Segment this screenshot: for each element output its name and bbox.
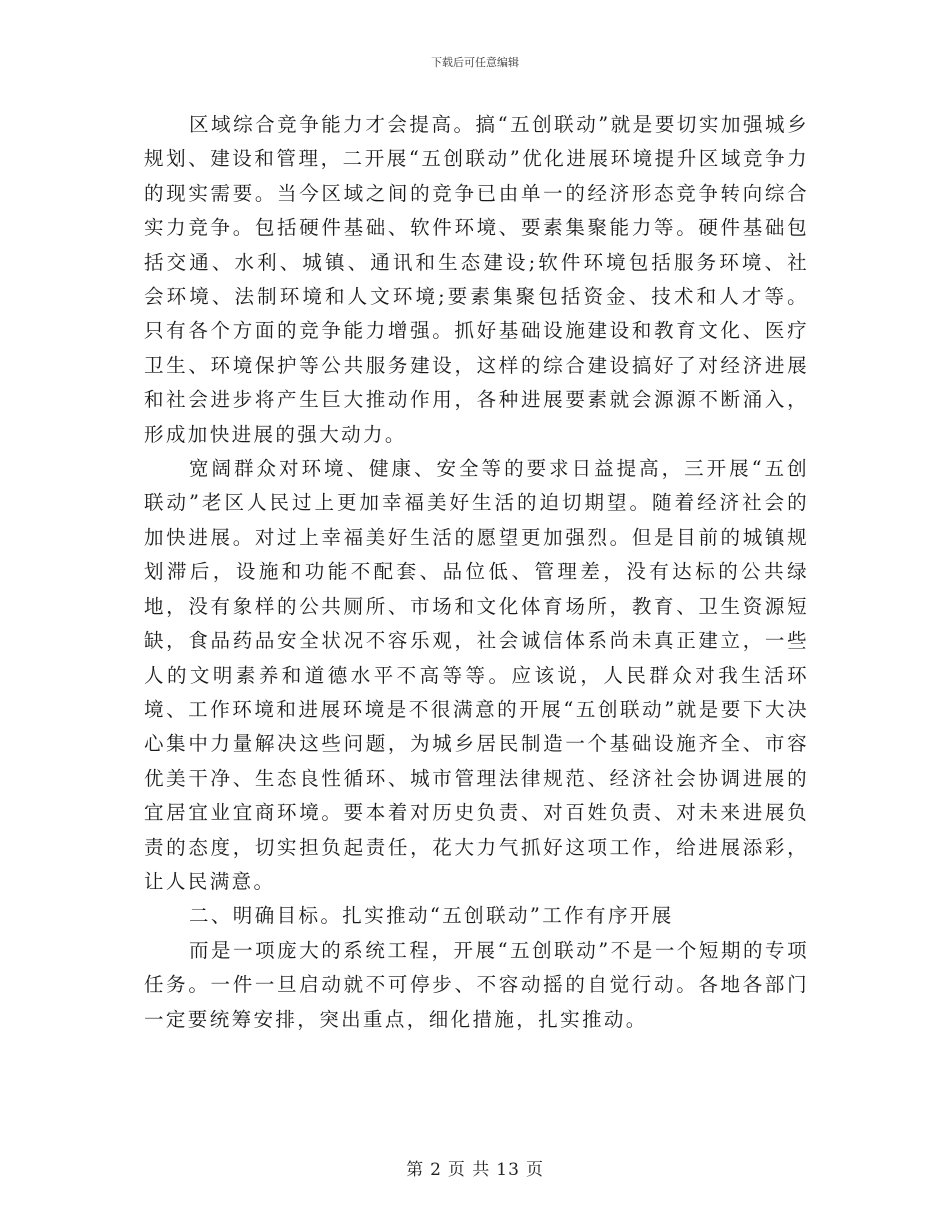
page-suffix: 页 [525, 1160, 544, 1180]
page-number-footer [0, 1155, 950, 1180]
paragraph-living-environment: 宽阔群众对环境、健康、安全等的要求日益提高，三开展“五创联动”老区人民过上更加幸福美好生活的迫切期望。随着经济社会的加快进展。对过上幸福美好生活的愿望更加强烈。但是目前的城镇规划滞后，设施和功能不配套、品位低、管理差，没有达标的公共绿地，没有象样的公共厕所、市场和文化体育场所，教育、卫生资源短缺，食品药品安全状况不容乐观，社会诚信体系尚未真正建立，一些人的文明素养和道德水平不高等等。应该说，人民群众对我生活环境、工作环境和进展环境是不很满意的开展“五创联动”就是要下大决心集中力量解决这些问题，为城乡居民制造一个基础设施齐全、市容优美干净、生态良性循环、城市管理法律规范、经济社会协调进展的宜居宜业宜商环境。要本着对历史负责、对百姓负责、对未来进展负责的态度，切实担负起责任，花大力气抓好这项工作，给进展添彩，让人民满意。 [144, 457, 809, 893]
paragraph-competitiveness: 区域综合竞争能力才会提高。搞“五创联动”就是要切实加强城乡规划、建设和管理，二开展“五创联动”优化进展环境提升区域竞争力的现实需要。当今区域之间的竞争已由单一的经济形态竞争转向综合实力竞争。包括硬件基础、软件环境、要素集聚能力等。硬件基础包括交通、水利、城镇、通讯和生态建设;软件环境包括服务环境、社会环境、法制环境和人文环境;要素集聚包括资金、技术和人才等。只有各个方面的竞争能力增强。抓好基础设施建设和教育文化、医疗卫生、环境保护等公共服务建设，这样的综合建设搞好了对经济进展和社会进步将产生巨大推动作用，各种进展要素就会源源不断涌入，形成加快进展的强大动力。 [144, 113, 809, 446]
document-body [144, 108, 809, 1037]
paragraph-system-project: 而是一项庞大的系统工程，开展“五创联动”不是一个短期的专项任务。一件一旦启动就不可停步、不容动摇的自觉行动。各地各部门一定要统筹安排，突出重点，细化措施，扎实推动。 [144, 938, 809, 1031]
section-heading-goals: 二、明确目标。扎实推动“五创联动”工作有序开展 [189, 904, 674, 928]
page-prefix: 第 [406, 1160, 425, 1180]
page-number: 2 [430, 1160, 442, 1180]
header-note: 下载后可任意编辑 [431, 56, 519, 69]
page-mid: 页 共 [447, 1160, 491, 1180]
page-total: 13 [496, 1160, 520, 1180]
